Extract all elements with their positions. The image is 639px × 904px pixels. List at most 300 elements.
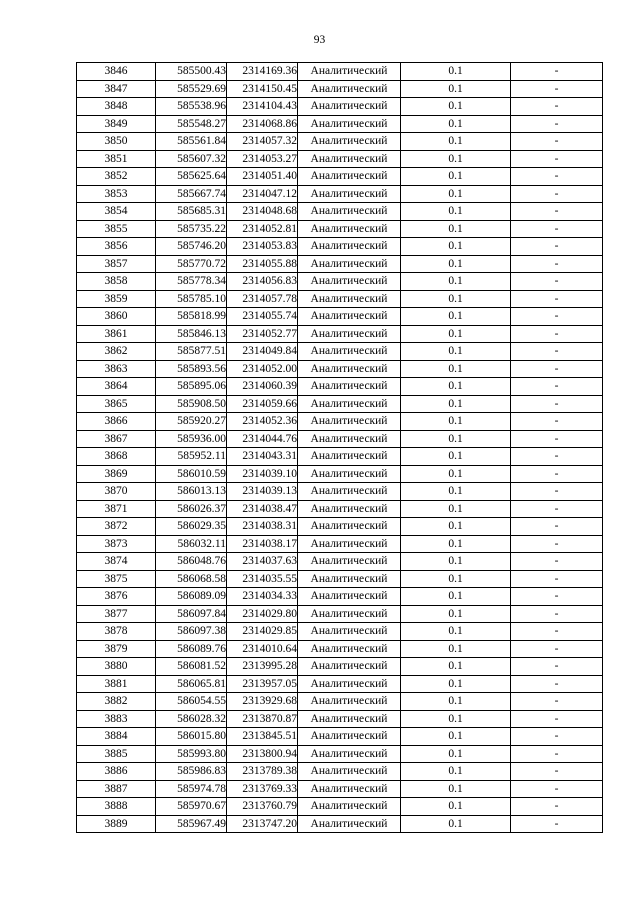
page-number: 93 [313,34,326,46]
x-coordinate-cell: 585529.69 [156,80,227,98]
table-row [77,290,603,308]
x-coordinate-cell: 585908.50 [156,395,227,413]
accuracy-cell: 0.1 [401,238,511,256]
table-row [77,80,603,98]
point-number-cell: 3886 [77,763,156,781]
y-coordinate-cell: 2314010.64 [227,640,298,658]
accuracy-cell: 0.1 [401,710,511,728]
accuracy-cell: 0.1 [401,763,511,781]
x-coordinate-cell: 586089.76 [156,640,227,658]
method-cell: Аналитический [298,220,401,238]
note-cell: - [511,308,603,326]
point-number-cell: 3889 [77,815,156,833]
accuracy-cell: 0.1 [401,150,511,168]
point-number-cell: 3880 [77,658,156,676]
method-cell: Аналитический [298,273,401,291]
x-coordinate-cell: 585770.72 [156,255,227,273]
point-number-cell: 3865 [77,395,156,413]
x-coordinate-cell: 585667.74 [156,185,227,203]
point-number-cell: 3882 [77,693,156,711]
y-coordinate-cell: 2314052.81 [227,220,298,238]
method-cell: Аналитический [298,780,401,798]
accuracy-cell: 0.1 [401,553,511,571]
note-cell: - [511,185,603,203]
y-coordinate-cell: 2314053.27 [227,150,298,168]
accuracy-cell: 0.1 [401,500,511,518]
note-cell: - [511,378,603,396]
accuracy-cell: 0.1 [401,290,511,308]
y-coordinate-cell: 2314150.45 [227,80,298,98]
note-cell: - [511,693,603,711]
y-coordinate-cell: 2314060.39 [227,378,298,396]
accuracy-cell: 0.1 [401,535,511,553]
method-cell: Аналитический [298,728,401,746]
y-coordinate-cell: 2313747.20 [227,815,298,833]
table-row [77,465,603,483]
note-cell: - [511,395,603,413]
method-cell: Аналитический [298,693,401,711]
x-coordinate-cell: 585500.43 [156,63,227,81]
point-number-cell: 3887 [77,780,156,798]
y-coordinate-cell: 2314068.86 [227,115,298,133]
note-cell: - [511,255,603,273]
x-coordinate-cell: 585548.27 [156,115,227,133]
y-coordinate-cell: 2314038.31 [227,518,298,536]
y-coordinate-cell: 2314029.80 [227,605,298,623]
method-cell: Аналитический [298,798,401,816]
table-row [77,535,603,553]
method-cell: Аналитический [298,570,401,588]
x-coordinate-cell: 585746.20 [156,238,227,256]
method-cell: Аналитический [298,518,401,536]
note-cell: - [511,815,603,833]
table-row [77,395,603,413]
x-coordinate-cell: 585625.64 [156,168,227,186]
x-coordinate-cell: 585893.56 [156,360,227,378]
point-number-cell: 3876 [77,588,156,606]
point-number-cell: 3885 [77,745,156,763]
note-cell: - [511,360,603,378]
y-coordinate-cell: 2314039.13 [227,483,298,501]
point-number-cell: 3848 [77,98,156,116]
table-row [77,150,603,168]
x-coordinate-cell: 586048.76 [156,553,227,571]
note-cell: - [511,763,603,781]
note-cell: - [511,623,603,641]
y-coordinate-cell: 2314057.32 [227,133,298,151]
table-row [77,220,603,238]
note-cell: - [511,728,603,746]
x-coordinate-cell: 585561.84 [156,133,227,151]
y-coordinate-cell: 2314034.33 [227,588,298,606]
note-cell: - [511,63,603,81]
accuracy-cell: 0.1 [401,63,511,81]
table-row [77,98,603,116]
accuracy-cell: 0.1 [401,308,511,326]
method-cell: Аналитический [298,238,401,256]
table-row [77,693,603,711]
point-number-cell: 3873 [77,535,156,553]
point-number-cell: 3862 [77,343,156,361]
point-number-cell: 3867 [77,430,156,448]
y-coordinate-cell: 2314052.00 [227,360,298,378]
table-row [77,360,603,378]
note-cell: - [511,325,603,343]
x-coordinate-cell: 586029.35 [156,518,227,536]
method-cell: Аналитический [298,80,401,98]
x-coordinate-cell: 586032.11 [156,535,227,553]
table-row [77,238,603,256]
note-cell: - [511,640,603,658]
table-row [77,255,603,273]
note-cell: - [511,570,603,588]
method-cell: Аналитический [298,588,401,606]
x-coordinate-cell: 586010.59 [156,465,227,483]
point-number-cell: 3852 [77,168,156,186]
point-number-cell: 3856 [77,238,156,256]
table-row [77,745,603,763]
point-number-cell: 3875 [77,570,156,588]
method-cell: Аналитический [298,535,401,553]
note-cell: - [511,448,603,466]
accuracy-cell: 0.1 [401,780,511,798]
table-row [77,658,603,676]
method-cell: Аналитический [298,483,401,501]
accuracy-cell: 0.1 [401,745,511,763]
method-cell: Аналитический [298,745,401,763]
method-cell: Аналитический [298,98,401,116]
note-cell: - [511,80,603,98]
accuracy-cell: 0.1 [401,658,511,676]
table-row [77,728,603,746]
method-cell: Аналитический [298,395,401,413]
table-row [77,553,603,571]
y-coordinate-cell: 2314053.83 [227,238,298,256]
table-row [77,518,603,536]
note-cell: - [511,605,603,623]
method-cell: Аналитический [298,675,401,693]
accuracy-cell: 0.1 [401,98,511,116]
table-row [77,203,603,221]
point-number-cell: 3861 [77,325,156,343]
table-row [77,168,603,186]
accuracy-cell: 0.1 [401,448,511,466]
y-coordinate-cell: 2314169.36 [227,63,298,81]
table-row [77,798,603,816]
point-number-cell: 3857 [77,255,156,273]
table-row [77,623,603,641]
point-number-cell: 3877 [77,605,156,623]
x-coordinate-cell: 585818.99 [156,308,227,326]
y-coordinate-cell: 2314049.84 [227,343,298,361]
point-number-cell: 3849 [77,115,156,133]
point-number-cell: 3869 [77,465,156,483]
y-coordinate-cell: 2313870.87 [227,710,298,728]
x-coordinate-cell: 585685.31 [156,203,227,221]
point-number-cell: 3866 [77,413,156,431]
method-cell: Аналитический [298,553,401,571]
x-coordinate-cell: 585967.49 [156,815,227,833]
x-coordinate-cell: 585993.80 [156,745,227,763]
y-coordinate-cell: 2314055.74 [227,308,298,326]
accuracy-cell: 0.1 [401,570,511,588]
table-row [77,133,603,151]
x-coordinate-cell: 585986.83 [156,763,227,781]
x-coordinate-cell: 585785.10 [156,290,227,308]
note-cell: - [511,710,603,728]
accuracy-cell: 0.1 [401,798,511,816]
note-cell: - [511,290,603,308]
y-coordinate-cell: 2314104.43 [227,98,298,116]
x-coordinate-cell: 585607.32 [156,150,227,168]
coordinates-table [76,62,603,833]
y-coordinate-cell: 2313800.94 [227,745,298,763]
accuracy-cell: 0.1 [401,378,511,396]
note-cell: - [511,238,603,256]
x-coordinate-cell: 585877.51 [156,343,227,361]
note-cell: - [511,413,603,431]
note-cell: - [511,430,603,448]
point-number-cell: 3874 [77,553,156,571]
method-cell: Аналитический [298,378,401,396]
note-cell: - [511,675,603,693]
y-coordinate-cell: 2313789.38 [227,763,298,781]
table-row [77,588,603,606]
table-row [77,378,603,396]
accuracy-cell: 0.1 [401,588,511,606]
table-row [77,115,603,133]
table-row [77,815,603,833]
point-number-cell: 3851 [77,150,156,168]
method-cell: Аналитический [298,185,401,203]
accuracy-cell: 0.1 [401,133,511,151]
method-cell: Аналитический [298,115,401,133]
x-coordinate-cell: 585735.22 [156,220,227,238]
point-number-cell: 3858 [77,273,156,291]
note-cell: - [511,115,603,133]
accuracy-cell: 0.1 [401,413,511,431]
note-cell: - [511,745,603,763]
accuracy-cell: 0.1 [401,640,511,658]
y-coordinate-cell: 2314043.31 [227,448,298,466]
point-number-cell: 3864 [77,378,156,396]
point-number-cell: 3888 [77,798,156,816]
note-cell: - [511,553,603,571]
table-row [77,675,603,693]
table-row [77,710,603,728]
note-cell: - [511,780,603,798]
point-number-cell: 3884 [77,728,156,746]
point-number-cell: 3850 [77,133,156,151]
point-number-cell: 3871 [77,500,156,518]
y-coordinate-cell: 2314035.55 [227,570,298,588]
y-coordinate-cell: 2314057.78 [227,290,298,308]
table-row [77,430,603,448]
accuracy-cell: 0.1 [401,115,511,133]
coordinates-table-body [77,63,603,833]
accuracy-cell: 0.1 [401,168,511,186]
point-number-cell: 3859 [77,290,156,308]
y-coordinate-cell: 2314038.47 [227,500,298,518]
accuracy-cell: 0.1 [401,465,511,483]
point-number-cell: 3863 [77,360,156,378]
y-coordinate-cell: 2314059.66 [227,395,298,413]
x-coordinate-cell: 586026.37 [156,500,227,518]
x-coordinate-cell: 586097.38 [156,623,227,641]
y-coordinate-cell: 2314037.63 [227,553,298,571]
note-cell: - [511,518,603,536]
x-coordinate-cell: 585920.27 [156,413,227,431]
y-coordinate-cell: 2314039.10 [227,465,298,483]
method-cell: Аналитический [298,150,401,168]
note-cell: - [511,483,603,501]
note-cell: - [511,500,603,518]
point-number-cell: 3853 [77,185,156,203]
point-number-cell: 3879 [77,640,156,658]
x-coordinate-cell: 586097.84 [156,605,227,623]
method-cell: Аналитический [298,343,401,361]
method-cell: Аналитический [298,168,401,186]
table-row [77,325,603,343]
point-number-cell: 3881 [77,675,156,693]
table-row [77,483,603,501]
x-coordinate-cell: 586081.52 [156,658,227,676]
accuracy-cell: 0.1 [401,273,511,291]
accuracy-cell: 0.1 [401,728,511,746]
note-cell: - [511,798,603,816]
accuracy-cell: 0.1 [401,815,511,833]
point-number-cell: 3846 [77,63,156,81]
table-row [77,343,603,361]
method-cell: Аналитический [298,360,401,378]
note-cell: - [511,535,603,553]
x-coordinate-cell: 586089.09 [156,588,227,606]
method-cell: Аналитический [298,133,401,151]
accuracy-cell: 0.1 [401,518,511,536]
y-coordinate-cell: 2314048.68 [227,203,298,221]
note-cell: - [511,133,603,151]
accuracy-cell: 0.1 [401,675,511,693]
x-coordinate-cell: 586054.55 [156,693,227,711]
accuracy-cell: 0.1 [401,623,511,641]
y-coordinate-cell: 2314044.76 [227,430,298,448]
x-coordinate-cell: 585778.34 [156,273,227,291]
accuracy-cell: 0.1 [401,430,511,448]
y-coordinate-cell: 2313929.68 [227,693,298,711]
table-row [77,640,603,658]
accuracy-cell: 0.1 [401,360,511,378]
y-coordinate-cell: 2313957.05 [227,675,298,693]
note-cell: - [511,273,603,291]
method-cell: Аналитический [298,430,401,448]
note-cell: - [511,465,603,483]
point-number-cell: 3854 [77,203,156,221]
method-cell: Аналитический [298,290,401,308]
y-coordinate-cell: 2314051.40 [227,168,298,186]
accuracy-cell: 0.1 [401,343,511,361]
y-coordinate-cell: 2313845.51 [227,728,298,746]
point-number-cell: 3883 [77,710,156,728]
method-cell: Аналитический [298,413,401,431]
y-coordinate-cell: 2314038.17 [227,535,298,553]
table-row [77,500,603,518]
method-cell: Аналитический [298,710,401,728]
point-number-cell: 3855 [77,220,156,238]
accuracy-cell: 0.1 [401,185,511,203]
x-coordinate-cell: 586015.80 [156,728,227,746]
accuracy-cell: 0.1 [401,483,511,501]
x-coordinate-cell: 586065.81 [156,675,227,693]
x-coordinate-cell: 586028.32 [156,710,227,728]
y-coordinate-cell: 2313769.33 [227,780,298,798]
accuracy-cell: 0.1 [401,693,511,711]
method-cell: Аналитический [298,605,401,623]
point-number-cell: 3878 [77,623,156,641]
x-coordinate-cell: 585846.13 [156,325,227,343]
note-cell: - [511,343,603,361]
y-coordinate-cell: 2314029.85 [227,623,298,641]
method-cell: Аналитический [298,308,401,326]
accuracy-cell: 0.1 [401,220,511,238]
accuracy-cell: 0.1 [401,80,511,98]
note-cell: - [511,658,603,676]
accuracy-cell: 0.1 [401,255,511,273]
accuracy-cell: 0.1 [401,203,511,221]
x-coordinate-cell: 586013.13 [156,483,227,501]
method-cell: Аналитический [298,815,401,833]
method-cell: Аналитический [298,448,401,466]
note-cell: - [511,98,603,116]
point-number-cell: 3847 [77,80,156,98]
x-coordinate-cell: 585974.78 [156,780,227,798]
point-number-cell: 3868 [77,448,156,466]
table-row [77,413,603,431]
x-coordinate-cell: 585538.96 [156,98,227,116]
y-coordinate-cell: 2314055.88 [227,255,298,273]
table-row [77,63,603,81]
note-cell: - [511,203,603,221]
note-cell: - [511,168,603,186]
table-row [77,273,603,291]
x-coordinate-cell: 586068.58 [156,570,227,588]
table-row [77,448,603,466]
note-cell: - [511,588,603,606]
y-coordinate-cell: 2314052.77 [227,325,298,343]
table-row [77,780,603,798]
point-number-cell: 3872 [77,518,156,536]
x-coordinate-cell: 585936.00 [156,430,227,448]
accuracy-cell: 0.1 [401,395,511,413]
x-coordinate-cell: 585895.06 [156,378,227,396]
method-cell: Аналитический [298,763,401,781]
method-cell: Аналитический [298,325,401,343]
x-coordinate-cell: 585970.67 [156,798,227,816]
method-cell: Аналитический [298,255,401,273]
y-coordinate-cell: 2314047.12 [227,185,298,203]
y-coordinate-cell: 2313760.79 [227,798,298,816]
accuracy-cell: 0.1 [401,605,511,623]
method-cell: Аналитический [298,63,401,81]
accuracy-cell: 0.1 [401,325,511,343]
method-cell: Аналитический [298,500,401,518]
table-row [77,185,603,203]
method-cell: Аналитический [298,465,401,483]
table-row [77,763,603,781]
table-row [77,570,603,588]
method-cell: Аналитический [298,203,401,221]
y-coordinate-cell: 2314056.83 [227,273,298,291]
table-row [77,308,603,326]
